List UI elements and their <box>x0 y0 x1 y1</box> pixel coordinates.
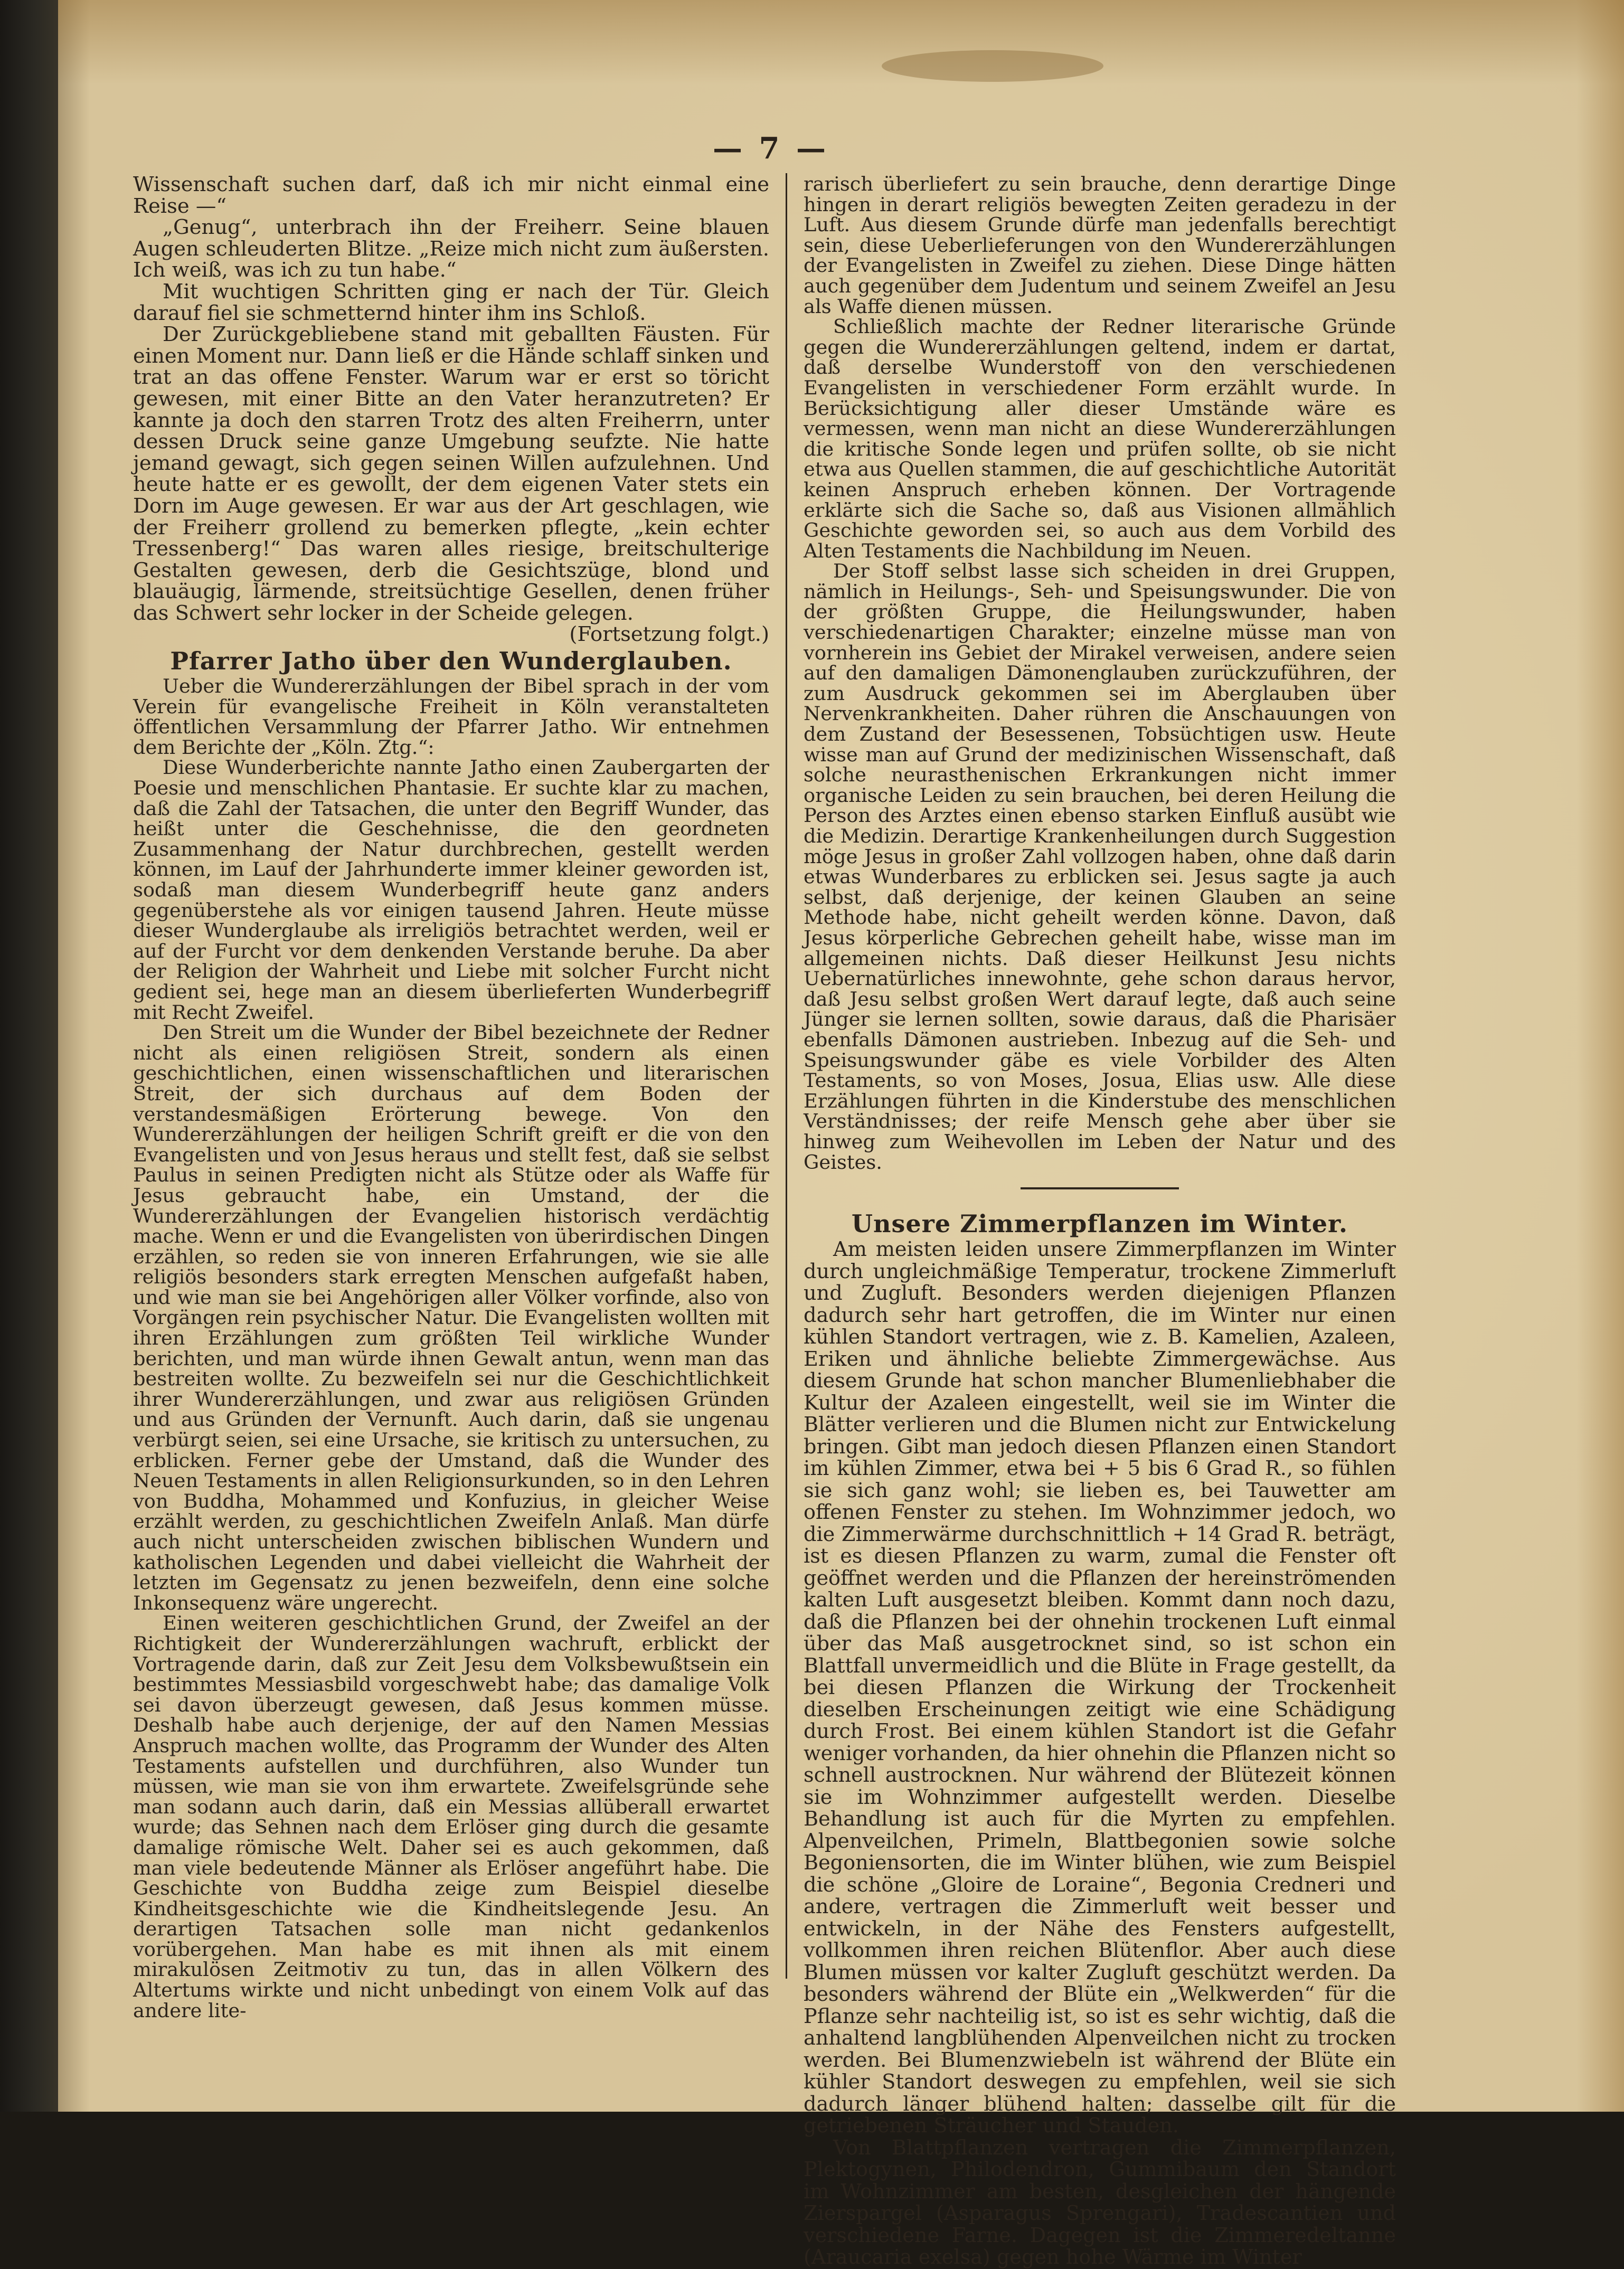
continuation-note: (Fortsetzung folgt.) <box>569 622 769 647</box>
page-right-edge-stain <box>1576 0 1624 2112</box>
article-paragraph: Am meisten leiden unsere Zimmerpflanzen im Winter durch ungleichmäßige Temperatur, trockene Zimmerluft und Zugluft. Besonders werden diejenigen Pflanzen dadurch sehr hart getroffen, die im Winter nur einen kühlen Standort vertragen, wie z. B. Kamelien, Azaleen, Eriken und ähnliche beliebte Zimmergewächse. Aus diesem Grunde hat schon mancher Blumenliebhaber die Kultur der Azaleen eingestellt, weil sie im Winter die Blätter verlieren und die Blumen nicht zur Entwickelung bringen. Gibt man jedoch diesen Pflanzen einen Standort im kühlen Zimmer, etwa bei + 5 bis 6 Grad R., so fühlen sie sich ganz wohl; sie lieben es, bei Tauwetter am offenen Fenster zu stehen. Im Wohnzimmer jedoch, wo die Zimmerwärme durchschnittlich + 14 Grad R. beträgt, ist es diesen Pflanzen zu warm, zumal die Fenster oft geöffnet werden und die Pflanzen der hereinströmenden kalten Luft ausgesetzt bleiben. Kommt dann noch dazu, daß die Pflanzen bei der ohnehin trockenen Luft einmal über das Maß ausgetrocknet sind, so ist schon ein Blattfall unvermeidlich und die Blüte in Frage gestellt, da bei diesen Pflanzen die Wirkung der Trockenheit dieselben Erscheinungen zeitigt wie eine Schädigung durch Frost. Bei einem kühlen Standort ist die Gefahr weniger vorhanden, da hier ohnehin die Pflanzen nicht so schnell austrocknen. Nur während der Blütezeit können sie im Wohnzimmer aufgestellt werden. Dieselbe Behandlung ist auch für die Myrten zu empfehlen. Alpenveilchen, Primeln, Blattbegonien sowie solche Begoniensorten, die im Winter blühen, wie zum Beispiel die schöne „Gloire de Loraine“, Begonia Credneri und andere, vertragen die Zimmerluft weit besser und entwickeln, in der Nähe des Fensters aufgestellt, vollkommen ihren reichen Blütenflor. Aber auch diese Blumen müssen vor kalter Zugluft geschützt werden. Da besonders während der Blüte ein „Welkwerden“ für die Pflanze sehr nachteilig ist, so ist es sehr wichtig, daß die anhaltend langblühenden Alpenveilchen nicht zu trocken werden. Bei Blumenzwiebeln ist während der Blüte ein kühler Standort deswegen zu empfehlen, weil sie sich dadurch länger blühend halten; dasselbe gilt für die getriebenen Sträucher und Stauden. <box>804 1238 1396 2138</box>
story-paragraph: Der Zurückgebliebene stand mit geballten Fäusten. Für einen Moment nur. Dann ließ er die Hände schlaff sinken und trat an das offene Fenster. Warum war er erst so töricht gewesen, mit einer Bitte an den Vater heranzutreten? Er kannte ja doch den starren Trotz des alten Freiherrn, unter dessen Druck seine ganze Umgebung seufzte. Nie hatte jemand gewagt, sich gegen seinen Willen aufzulehnen. Und heute hatte er es gewollt, der dem eigenen Vater stets ein Dorn im Auge gewesen. Er war aus der Art geschlagen, wie der Freiherr grollend zu bemerken pflegte, „kein echter Tressenberg!“ Das waren alles riesige, breitschulterige Gestalten gewesen, derb die Gesichtszüge, blond und blauäugig, lärmende, streitsüchtige Gesellen, denen früher das Schwert sehr locker in der Scheide gelegen. <box>133 323 769 625</box>
article-body-zimmerpflanzen <box>804 1239 1396 2269</box>
left-column <box>133 174 769 2021</box>
article-paragraph: Den Streit um die Wunder der Bibel bezeichnete der Redner nicht als einen religiösen Streit, sondern als einen geschichtlichen, einen wissenschaftlichen und literarischen Streit, der sich durchaus auf dem Boden der verstandesmäßigen Erörterung bewege. Von den Wundererzählungen der heiligen Schrift greift er die von den Evangelisten und von Jesus heraus und stellt fest, daß sie selbst Paulus in seinen Predigten nicht als Stütze oder als Waffe für Jesus gebraucht habe, ein Umstand, der die Wundererzählungen der Evangelien historisch verdächtig mache. Wenn er und die Evangelisten von überirdischen Dingen erzählen, so reden sie von inneren Erfahrungen, wie sie alle religiös besonders stark erregten Menschen aufgefaßt haben, und wie man sie bei Angehörigen aller Völker vorfinde, also von Vorgängen rein psychischer Natur. Die Evangelisten wollten mit ihren Erzählungen zum größten Teil wirkliche Wunder berichten, und man würde ihnen Gewalt antun, wenn man das bestreiten wollte. Zu bezweifeln sei nur die Geschichtlichkeit ihrer Wundererzählungen, und zwar aus religiösen Gründen und aus Gründen der Vernunft. Auch darin, daß sie ungenau verbürgt seien, sei eine Ursache, sie kritisch zu untersuchen, zu erblicken. Ferner gebe der Umstand, daß die Wunder des Neuen Testaments in allen Religionsurkunden, so in den Lehren von Buddha, Mohammed und Konfuzius, in gleicher Weise erzählt werden, zu geschichtlichen Zweifeln Anlaß. Man dürfe auch nicht unterscheiden zwischen biblischen Wundern und katholischen Legenden und dabei vielleicht die Wahrheit der letzten im Gegensatz zu jenen bezweifeln, denn eine solche Inkonsequenz wäre ungerecht. <box>133 1021 769 1614</box>
article-paragraph: Ueber die Wundererzählungen der Bibel sprach in der vom Verein für evangelische Freiheit in Köln veranstalteten öffentlichen Versammlung der Pfarrer Jatho. Wir entnehmen dem Berichte der „Köln. Ztg.“: <box>133 675 769 759</box>
story-continuation <box>133 174 769 646</box>
page-tear-mark <box>882 50 1103 82</box>
book-binding <box>0 0 62 2112</box>
right-column <box>804 174 1396 2269</box>
article-headline-wunderglauben: Pfarrer Jatho über den Wunderglauben. <box>170 647 732 676</box>
story-paragraph: Mit wuchtigen Schritten ging er nach der Tür. Gleich darauf fiel sie schmetternd hinter ihm ins Schloß. <box>133 279 769 325</box>
article-body-wunderglauben <box>133 676 769 2021</box>
column-divider-rule <box>786 173 787 1979</box>
article-paragraph: Einen weiteren geschichtlichen Grund, der Zweifel an der Richtigkeit der Wundererzählungen wachruft, erblickt der Vortragende darin, daß zur Zeit Jesu dem Volksbewußtsein ein bestimmtes Messiasbild vorgeschwebt habe; das damalige Volk sei davon überzeugt gewesen, daß Jesus kommen müsse. Deshalb habe auch derjenige, der auf den Namen Messias Anspruch machen wollte, das Programm der Wunder des Alten Testaments aufstellen und durchführen, also Wunder tun müssen, wie man sie von ihm erwartete. Zweifelsgründe sehe man sodann auch darin, daß ein Messias allüberall erwartet wurde; das Sehnen nach dem Erlöser ging durch die gesamte damalige römische Welt. Daher sei es auch gekommen, daß man viele bedeutende Männer als Erlöser angeführt habe. Die Geschichte von Buddha zeige zum Beispiel dieselbe Kindheitsgeschichte wie die Kindheitslegende Jesu. An derartigen Tatsachen solle man nicht gedankenlos vorübergehen. Man habe es mit ihnen als mit einem mirakulösen Zeitmotiv zu tun, das in allen Völkern des Altertums wirkte und nicht unbedingt von einem Volk auf das andere lite- <box>133 1612 769 2022</box>
page-number: — 7 — <box>713 131 829 166</box>
article-separator-rule <box>1021 1187 1179 1189</box>
story-paragraph: Wissenschaft suchen darf, daß ich mir nicht einmal eine Reise —“ <box>133 173 769 218</box>
article-paragraph: Von Blattpflanzen vertragen die Zimmerpflanzen, Plektogynen, Philodendron, Gummibaum den Standort im Wohnzimmer am besten, desgleichen der hängende Zierspargel (Asparagus Sprengari), Tradescantien und verschiedene Farne. Dagegen ist die Zimmeredeltanne (Araucaria exelsa) gegen hohe Wärme im Winter <box>804 2136 1396 2269</box>
story-paragraph: „Genug“, unterbrach ihn der Freiherr. Seine blauen Augen schleuderten Blitze. „Reize mich nicht zum äußersten. Ich weiß, was ich zu tun habe.“ <box>133 215 769 282</box>
article-paragraph: Schließlich machte der Redner literarische Gründe gegen die Wundererzählungen geltend, indem er dartat, daß derselbe Wunderstoff von den verschiedenen Evangelisten in verschiedener Form erzählt wurde. In Berücksichtigung aller dieser Umstände wäre es vermessen, wenn man nicht an diese Wundererzählungen die kritische Sonde legen und prüfen sollte, ob sie nicht etwa aus Quellen stammen, die auf geschichtliche Autorität keinen Anspruch erheben können. Der Vortragende erklärte sich die Sache so, daß aus Visionen allmählich Geschichte geworden sei, so auch aus dem Vorbild des Alten Testaments die Nachbildung im Neuen. <box>804 315 1396 562</box>
page-top-stain <box>58 0 1624 84</box>
article-headline-zimmerpflanzen: Unsere Zimmerpflanzen im Winter. <box>851 1209 1348 1239</box>
article-paragraph: Der Stoff selbst lasse sich scheiden in drei Gruppen, nämlich in Heilungs-, Seh- und Speisungswunder. Die von der größten Gruppe, die Heilungswunder, haben verschiedenartigen Charakter; einzelne müsse man von vornherein ins Gebiet der Mirakel verweisen, andere seien auf den damaligen Dämonenglauben zurückzuführen, der zum Ausdruck gekommen sei im Aberglauben über Nervenkrankheiten. Daher rühren die Anschauungen von dem Zustand der Besessenen, Tobsüchtigen usw. Heute wisse man auf Grund der medizinischen Wissenschaft, daß solche neurasthenischen Erkrankungen nicht immer organische Leiden zu sein brauchen, bei deren Heilung die Person des Arztes einen ebenso starken Einfluß ausübt wie die Medizin. Derartige Krankenheilungen durch Suggestion möge Jesus in großer Zahl vollzogen haben, ohne daß darin etwas Wunderbares zu erblicken sei. Jesus sagte ja auch selbst, daß derjenige, der keinen Glauben an seine Methode habe, nicht geheilt werden könne. Davon, daß Jesus körperliche Gebrechen geheilt habe, wisse man im allgemeinen nichts. Daß dieser Heilkunst Jesu nichts Uebernatürliches innewohnte, gehe schon daraus hervor, daß Jesu selbst großen Wert darauf legte, daß auch seine Jünger sie lernen sollten, sowie daraus, daß die Pharisäer ebenfalls Dämonen austrieben. Inbezug auf die Seh- und Speisungswunder gäbe es viele Vorbilder des Alten Testaments, so von Moses, Josua, Elias usw. Alle diese Erzählungen führten in die Kinderstube des menschlichen Verständnisses; der reife Mensch gehe aber über sie hinweg zum Weihevollen im Leben der Natur und des Geistes. <box>804 560 1396 1174</box>
article-paragraph: rarisch überliefert zu sein brauche, denn derartige Dinge hingen in derart religiös bewegten Zeiten geradezu in der Luft. Aus diesem Grunde dürfe man jedenfalls berechtigt sein, diese Ueberlieferungen von den Wundererzählungen der Evangelisten in Zweifel zu ziehen. Diese Dinge hätten auch gegenüber dem Judentum und seinem Zweifel an Jesu als Waffe dienen müssen. <box>804 173 1396 318</box>
article-paragraph: Diese Wunderberichte nannte Jatho einen Zaubergarten der Poesie und menschlichen Phantasie. Er suchte klar zu machen, daß die Zahl der Tatsachen, die unter den Begriff Wunder, das heißt unter die Geschehnisse, die den geordneten Zusammenhang der Natur durchbrechen, gestellt werden können, im Lauf der Jahrhunderte immer kleiner geworden ist, sodaß man diesem Wunderbegriff heute ganz anders gegenüberstehe als vor einigen tausend Jahren. Heute müsse dieser Wunderglaube als irreligiös betrachtet werden, weil er auf der Furcht vor dem denkenden Verstande beruhe. Da aber der Religion der Wahrheit und Liebe mit solcher Furcht nicht gedient sei, hege man an diesem überlieferten Wunderbegriff mit Recht Zweifel. <box>133 756 769 1024</box>
article-body-wunderglauben-continued <box>804 174 1396 1173</box>
